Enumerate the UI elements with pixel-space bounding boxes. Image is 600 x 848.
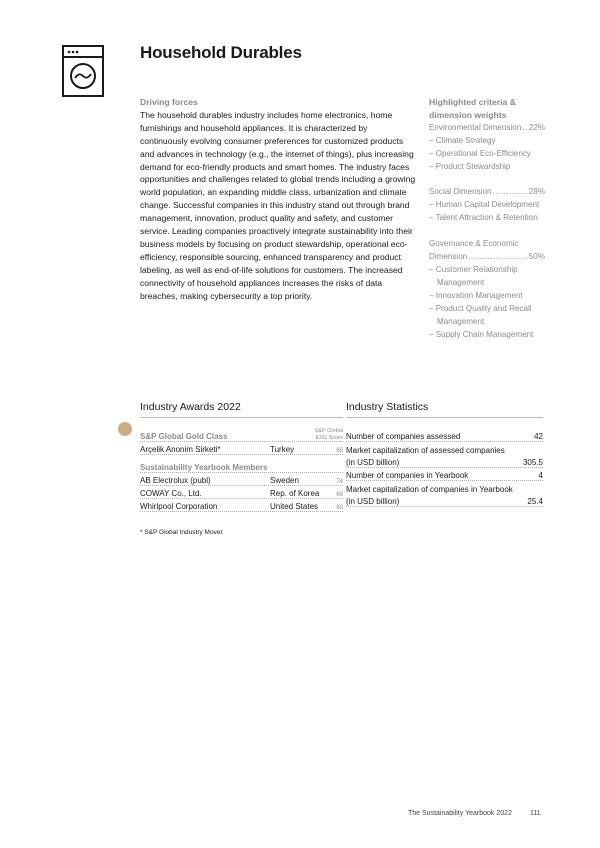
stat-row: Number of companies in Yearbook 4 (346, 468, 543, 481)
criteria-heading: Highlighted criteria & dimension weights (429, 97, 516, 120)
driving-forces-section (140, 96, 416, 303)
score-heading: S&P Global ESG Score (314, 428, 343, 441)
environmental-dimension: Environmental Dimension ..... 22% (429, 122, 545, 135)
social-dimension: Social Dimension ..... 28% (429, 186, 545, 199)
criteria-item: – Supply Chain Management (429, 329, 534, 339)
stat-row: Number of companies assessed 42 (346, 418, 543, 442)
criteria-item: – Customer Relationship Management (429, 264, 518, 287)
governance-dimension-label: Governance & Economic (429, 239, 519, 249)
stat-row: Market capitalization of companies in Yearbook (346, 485, 513, 494)
stat-row: (in USD billion) 305.5 (346, 455, 543, 468)
table-row: Arçelik Anonim Sirketi* Turkey 65 (140, 442, 343, 455)
governance-dimension: Dimension ..... 50% (429, 251, 545, 264)
industry-statistics-panel (346, 401, 543, 507)
gold-class-header: S&P Global Gold Class S&P Global ESG Score (140, 418, 343, 442)
footer-publication: The Sustainability Yearbook 2022 (408, 810, 512, 817)
stat-row: (in USD billion) 25.4 (346, 494, 543, 507)
industry-awards-panel (140, 401, 343, 512)
criteria-item: – Operational Eco-Efficiency (429, 148, 531, 158)
gold-class-badge (118, 422, 132, 436)
stats-title: Industry Statistics (346, 401, 543, 418)
page-number: 111 (530, 810, 541, 817)
criteria-item: – Talent Attraction & Retention (429, 213, 538, 223)
awards-title: Industry Awards 2022 (140, 401, 343, 418)
criteria-item: – Climate Strategy (429, 135, 496, 145)
stat-row: Market capitalization of assessed companies (346, 446, 505, 455)
washing-machine-icon (62, 45, 104, 97)
driving-forces-heading: Driving forces (140, 97, 198, 107)
driving-forces-text: The household durables industry includes home electronics, home furnishings and household appliances. It is characterized by continuously evolving consumer preferences for customized products and advances in technology (e.g., the internet of things), plus increasing demand for eco-friendly products and smart homes. The industry faces opportunities and challenges related to global trends including a growing world population, an expanding middle class, urbanization and climate change. Successful companies in this industry stand out through brand management, innovation, product quality and safety, and customer service. Leading companies proactively integrate sustainability into their business models by focusing on product stewardship, operational eco-efficiency, responsible sourcing, enhanced transparency and product labeling, as well as end-of-life solutions for customers. The increased connectivity of household appliances increases the risks of data breaches, making cybersecurity a top priority. (140, 109, 416, 301)
members-header: Sustainability Yearbook Members (140, 460, 343, 473)
criteria-item: – Product Stewardship (429, 161, 511, 171)
table-row: AB Electrolux (publ) Sweden 74 (140, 473, 343, 486)
criteria-item: – Product Quality and Recall Management (429, 303, 532, 326)
footnote: * S&P Global Industry Mover (140, 529, 223, 536)
table-row: COWAY Co., Ltd. Rep. of Korea 69 (140, 486, 343, 499)
table-row: Whirlpool Corporation United States 60 (140, 499, 343, 512)
page-title: Household Durables (140, 43, 302, 62)
criteria-item: – Human Capital Development (429, 200, 540, 210)
criteria-section (429, 96, 545, 341)
criteria-item: – Innovation Management (429, 290, 523, 300)
